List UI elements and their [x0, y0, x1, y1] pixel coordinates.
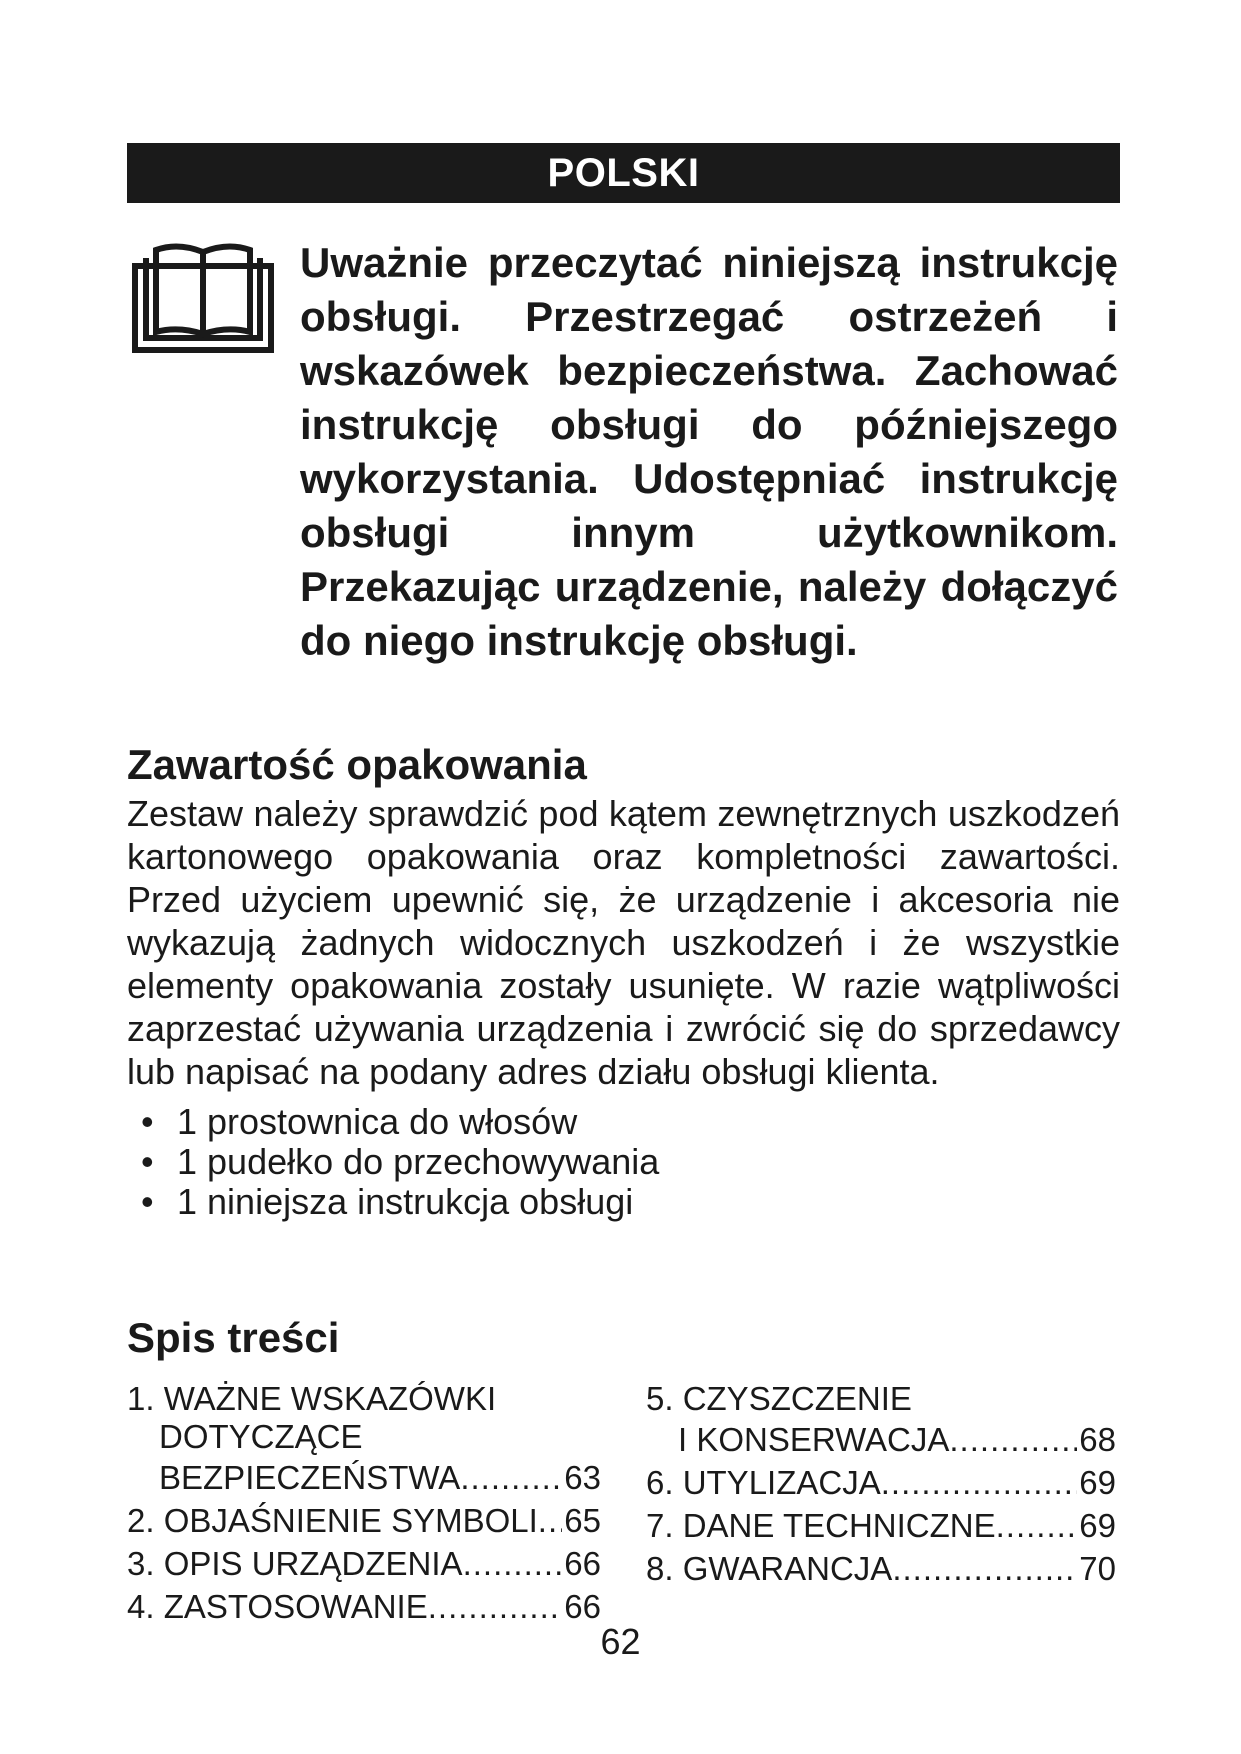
toc-entry-device-description[interactable] [127, 1542, 601, 1585]
safety-intro-text: Uważnie przeczytać niniejszą instrukcję obsługi. Przestrzegać ostrzeżeń i wskazówek bezpieczeństwa. Zachować instrukcję obsługi do późniejszego wykorzystania. Udostępniać instrukcję obsługi innym użytkownikom. Przekazując urządzenie, należy dołączyć do niego instrukcję obsługi. [300, 239, 1118, 664]
toc-entry-line: 5. CZYSZCZENIE [646, 1380, 912, 1417]
language-header: POLSKI [127, 143, 1120, 203]
toc-entry-label: 7. DANE TECHNICZNE [646, 1507, 996, 1544]
toc-page-number: 69 [1079, 1507, 1116, 1544]
toc-leader-dots [463, 1542, 563, 1585]
toc-leader-dots [538, 1499, 562, 1542]
list-item: • 1 niniejsza instrukcja obsługi [127, 1182, 1120, 1222]
toc-entry-label: 2. OBJAŚNIENIE SYMBOLI [127, 1502, 538, 1539]
toc-entry-label: 6. UTYLIZACJA [646, 1464, 881, 1501]
toc-entry-line: DOTYCZĄCE [159, 1418, 363, 1455]
toc-leader-dots [460, 1456, 562, 1499]
toc-leader-dots [892, 1547, 1077, 1590]
list-item: • 1 prostownica do włosów [127, 1102, 1120, 1142]
toc-entry-label: 4. ZASTOSOWANIE [127, 1588, 428, 1625]
toc-leader-dots [996, 1504, 1078, 1547]
toc-leader-dots [949, 1418, 1077, 1461]
table-of-contents-heading: Spis treści [127, 1314, 340, 1361]
package-contents-heading: Zawartość opakowania [127, 741, 587, 788]
toc-entry-label: 8. GWARANCJA [646, 1550, 893, 1587]
toc-entry-disposal[interactable] [646, 1461, 1116, 1504]
toc-entry-label: I KONSERWACJA [678, 1421, 950, 1458]
toc-entry-safety[interactable] [127, 1380, 601, 1499]
toc-page-number: 66 [564, 1588, 601, 1625]
toc-page-number: 66 [564, 1545, 601, 1582]
toc-entry-line: 1. WAŻNE WSKAZÓWKI [127, 1380, 497, 1417]
toc-page-number: 65 [564, 1502, 601, 1539]
toc-leader-dots [881, 1461, 1078, 1504]
toc-left-column [127, 1380, 601, 1628]
toc-entry-technical-data[interactable] [646, 1504, 1116, 1547]
toc-right-column [646, 1380, 1116, 1590]
toc-page-number: 63 [564, 1459, 601, 1496]
package-contents-list [127, 1102, 1120, 1222]
list-item: • 1 pudełko do przechowywania [127, 1142, 1120, 1182]
toc-page-number: 70 [1079, 1550, 1116, 1587]
page-number: 62 [600, 1621, 641, 1662]
toc-entry-cleaning[interactable] [646, 1380, 1116, 1461]
toc-entry-label: 3. OPIS URZĄDZENIA [127, 1545, 463, 1582]
toc-entry-symbols[interactable] [127, 1499, 601, 1542]
read-manual-book-icon [132, 238, 274, 354]
package-contents-text: Zestaw należy sprawdzić pod kątem zewnętrznych uszkodzeń kartonowego opakowania oraz kompletności zawartości. Przed użyciem upewnić się, że urządzenie i akcesoria nie wykazują żadnych widocznych uszkodzeń i że wszystkie elementy opakowania zostały usunięte. W razie wątpliwości zaprzestać używania urządzenia i zwrócić się do sprzedawcy lub napisać na podany adres działu obsługi klienta. [127, 793, 1120, 1092]
toc-page-number: 68 [1079, 1421, 1116, 1458]
toc-entry-warranty[interactable] [646, 1547, 1116, 1590]
toc-page-number: 69 [1079, 1464, 1116, 1501]
toc-entry-label: BEZPIECZEŃSTWA [159, 1459, 461, 1496]
